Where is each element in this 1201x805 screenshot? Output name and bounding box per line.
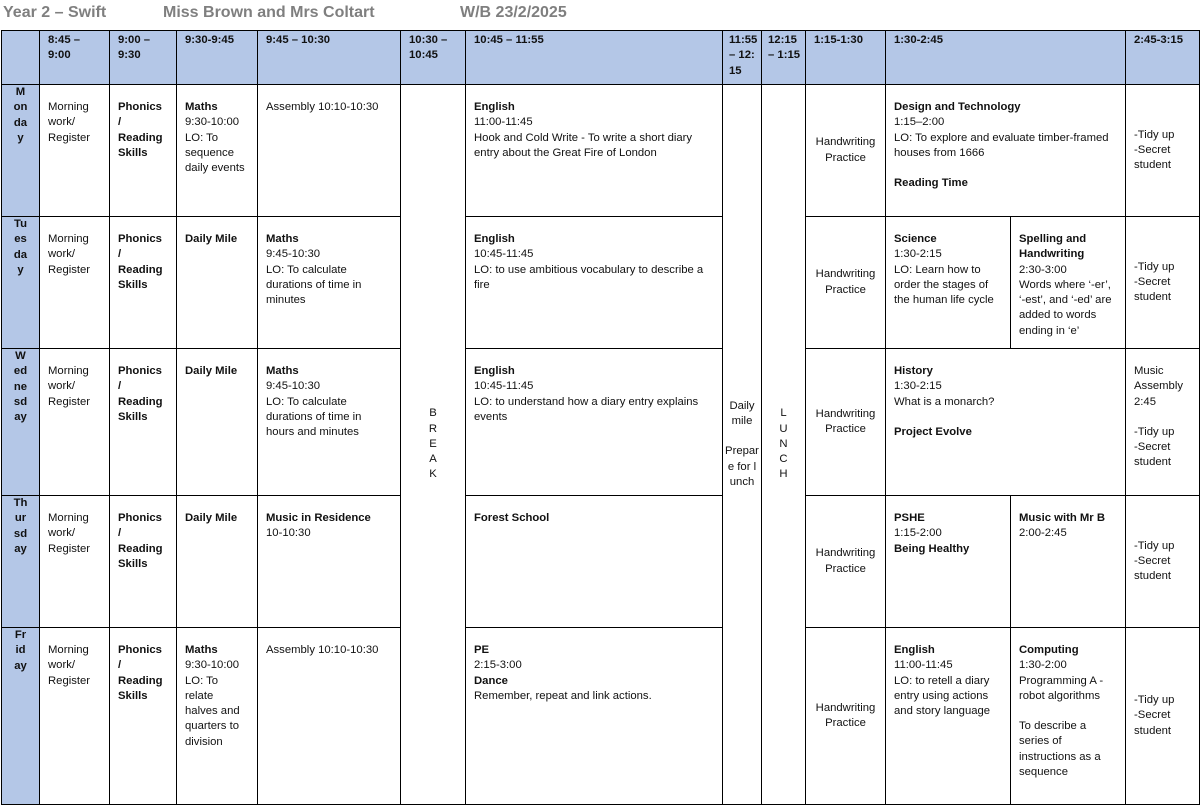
tidy-cell: -Tidy up -Secret student — [1126, 496, 1200, 628]
time-header: 9:30-9:45 — [177, 31, 258, 85]
lesson-cell: Music in Residence 10-10:30 — [258, 496, 401, 628]
assembly-cell: Assembly 10:10-10:30 — [258, 85, 401, 217]
time-header: 2:45-3:15 — [1126, 31, 1200, 85]
day-row-thursday — [2, 496, 1200, 628]
afternoon-cell: Design and Technology 1:15–2:00 LO: To explore and evaluate timber-framed houses from 1666 Reading Time — [886, 85, 1126, 217]
morning-work-cell: Morning work/ Register — [40, 349, 110, 496]
daily-mile-cell: Daily Mile — [177, 496, 258, 628]
time-header: 1:15-1:30 — [806, 31, 886, 85]
afternoon-cell: Spelling and Handwriting 2:30-3:00 Words where ‘-er’, ‘-est’, and ‘-ed’ are added to words ending in ‘e’ — [1011, 217, 1126, 349]
assembly-cell: Assembly 10:10-10:30 — [258, 628, 401, 805]
time-header: 10:45 – 11:55 — [466, 31, 723, 85]
class-title: Year 2 – Swift — [3, 4, 107, 21]
break-column: BREAK — [401, 85, 466, 805]
phonics-cell: Phonics / Reading Skills — [110, 496, 177, 628]
lesson-cell: English 10:45-11:45 LO: to use ambitious vocabulary to describe a fire — [466, 217, 723, 349]
daily-mile-column: Daily mile Prepare for lunch — [723, 85, 762, 805]
phonics-cell: Phonics / Reading Skills — [110, 85, 177, 217]
phonics-cell: Phonics / Reading Skills — [110, 217, 177, 349]
lesson-cell: PE 2:15-3:00 Dance Remember, repeat and link actions. — [466, 628, 723, 805]
time-header: 1:30-2:45 — [886, 31, 1126, 85]
time-header-row — [2, 31, 1200, 85]
afternoon-cell: Computing 1:30-2:00 Programming A - robot algorithms To describe a series of instructions as a sequence — [1011, 628, 1126, 805]
week-title: W/B 23/2/2025 — [460, 4, 567, 21]
lunch-column: LUNCH — [762, 85, 806, 805]
lesson-cell: English 10:45-11:45 LO: to understand how a diary entry explains events — [466, 349, 723, 496]
tidy-cell: -Tidy up -Secret student — [1126, 85, 1200, 217]
morning-work-cell: Morning work/ Register — [40, 628, 110, 805]
tidy-cell: Music Assembly 2:45 -Tidy up -Secret student — [1126, 349, 1200, 496]
daily-mile-cell: Daily Mile — [177, 217, 258, 349]
teachers-title: Miss Brown and Mrs Coltart — [163, 4, 375, 21]
lesson-cell: Maths 9:45-10:30 LO: To calculate durations of time in minutes — [258, 217, 401, 349]
afternoon-cell: History 1:30-2:15 What is a monarch? Project Evolve — [886, 349, 1126, 496]
timetable — [1, 30, 1200, 805]
day-row-tuesday — [2, 217, 1200, 349]
handwriting-cell: Handwriting Practice — [806, 349, 886, 496]
day-label-monday: Monday — [2, 85, 40, 217]
afternoon-cell: English 11:00-11:45 LO: to retell a diary entry using actions and story language — [886, 628, 1011, 805]
time-header: 12:15 – 1:15 — [762, 31, 806, 85]
time-header: 9:00 – 9:30 — [110, 31, 177, 85]
morning-work-cell: Morning work/ Register — [40, 217, 110, 349]
handwriting-cell: Handwriting Practice — [806, 628, 886, 805]
morning-work-cell: Morning work/ Register — [40, 496, 110, 628]
day-row-wednesday — [2, 349, 1200, 496]
time-header: 9:45 – 10:30 — [258, 31, 401, 85]
day-label-tuesday: Tuesday — [2, 217, 40, 349]
day-row-monday — [2, 85, 1200, 217]
tidy-cell: -Tidy up -Secret student — [1126, 628, 1200, 805]
handwriting-cell: Handwriting Practice — [806, 217, 886, 349]
time-header: 8:45 – 9:00 — [40, 31, 110, 85]
afternoon-cell: PSHE 1:15-2:00 Being Healthy — [886, 496, 1011, 628]
tidy-cell: -Tidy up -Secret student — [1126, 217, 1200, 349]
daily-mile-cell: Daily Mile — [177, 349, 258, 496]
day-label-friday: Friday — [2, 628, 40, 805]
morning-work-cell: Morning work/ Register — [40, 85, 110, 217]
phonics-cell: Phonics / Reading Skills — [110, 628, 177, 805]
lesson-cell: Maths 9:30-10:00 LO: To sequence daily events — [177, 85, 258, 217]
day-label-thursday: Thursday — [2, 496, 40, 628]
phonics-cell: Phonics / Reading Skills — [110, 349, 177, 496]
afternoon-cell: Science 1:30-2:15 LO: Learn how to order the stages of the human life cycle — [886, 217, 1011, 349]
lesson-cell: Maths 9:45-10:30 LO: To calculate durations of time in hours and minutes — [258, 349, 401, 496]
lesson-cell: Forest School — [466, 496, 723, 628]
corner-cell — [2, 31, 40, 85]
lesson-cell: English 11:00-11:45 Hook and Cold Write - To write a short diary entry about the Great Fire of London — [466, 85, 723, 217]
time-header: 11:55 – 12:15 — [723, 31, 762, 85]
handwriting-cell: Handwriting Practice — [806, 85, 886, 217]
afternoon-cell: Music with Mr B 2:00-2:45 — [1011, 496, 1126, 628]
day-label-wednesday: Wednesday — [2, 349, 40, 496]
lesson-cell: Maths 9:30-10:00 LO: To relate halves and quarters to division — [177, 628, 258, 805]
day-row-friday — [2, 628, 1200, 805]
handwriting-cell: Handwriting Practice — [806, 496, 886, 628]
time-header: 10:30 – 10:45 — [401, 31, 466, 85]
